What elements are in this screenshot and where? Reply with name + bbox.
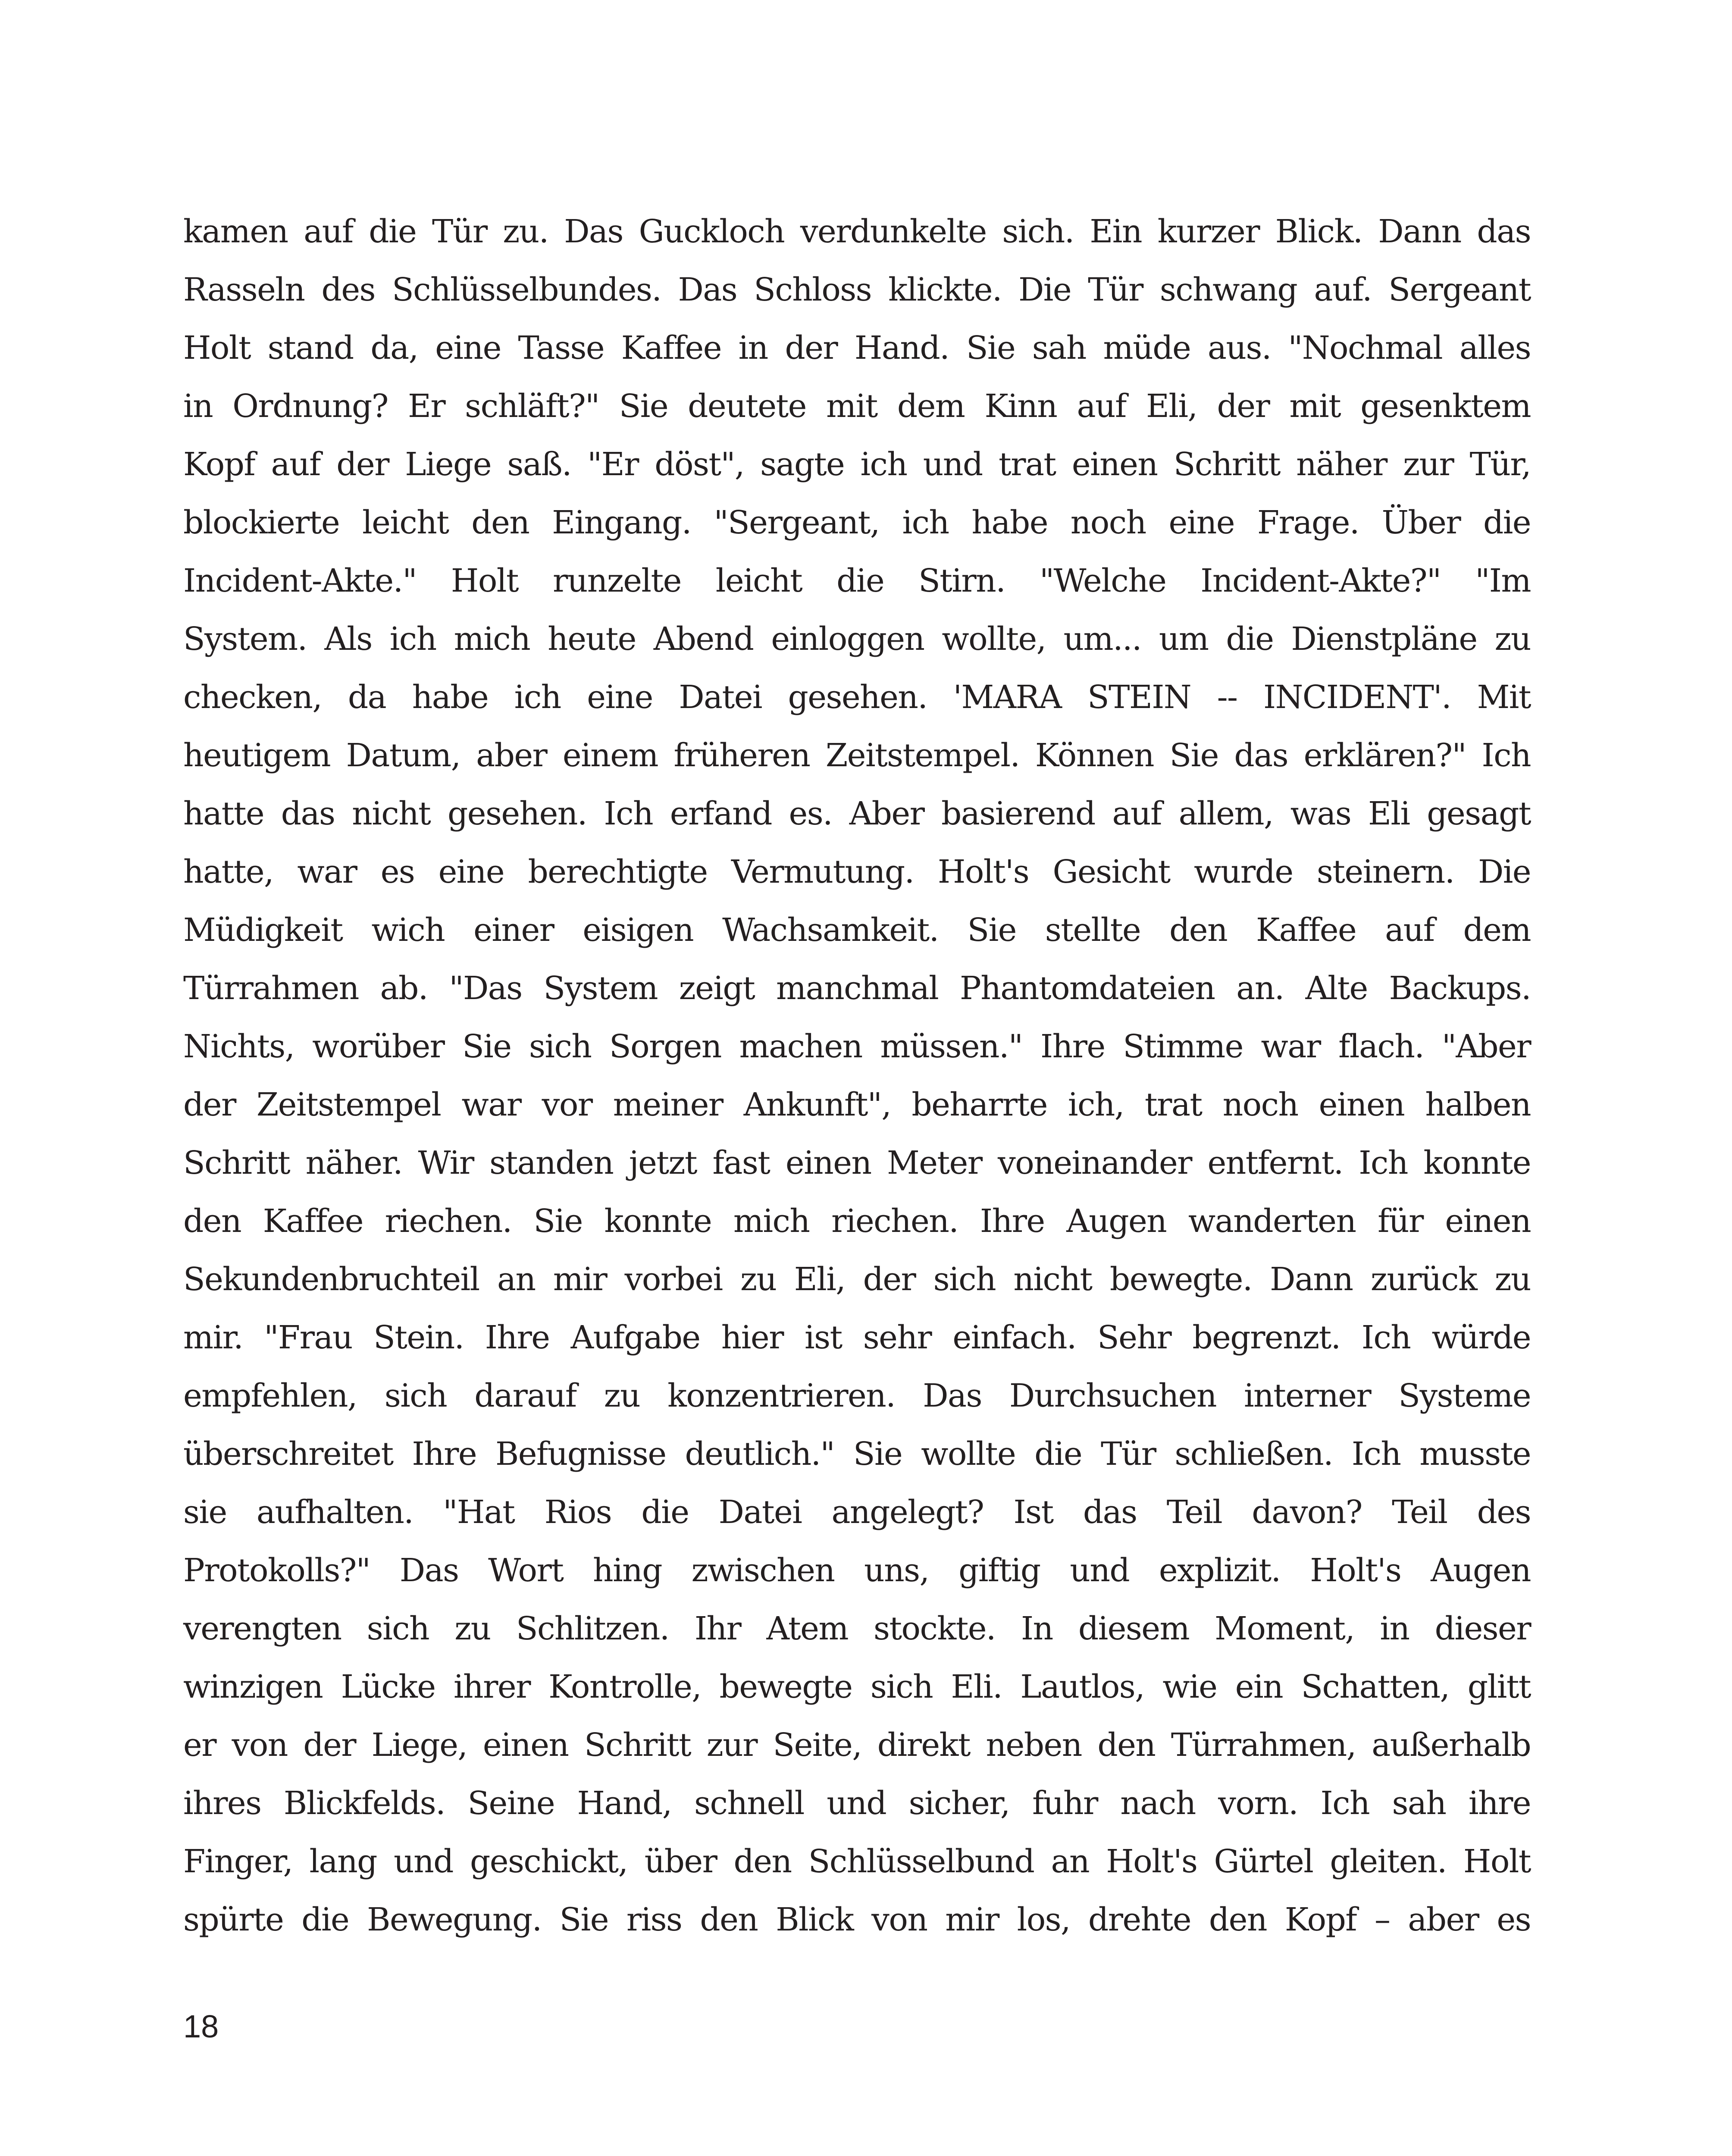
text-line: checken, da habe ich eine Datei gesehen. 'MARA STEIN -- INCIDENT'. Mit [183,679,1531,716]
text-line: Protokolls?" Das Wort hing zwischen uns, giftig und explizit. Holt's Augen [183,1552,1531,1589]
text-line: ihres Blickfelds. Seine Hand, schnell und sicher, fuhr nach vorn. Ich sah ihre [183,1785,1531,1822]
text-line: Sekundenbruchteil an mir vorbei zu Eli, der sich nicht bewegte. Dann zurück zu [183,1261,1531,1298]
text-line: hatte, war es eine berechtigte Vermutung. Holt's Gesicht wurde steinern. Die [183,853,1531,890]
text-line: hatte das nicht gesehen. Ich erfand es. Aber basierend auf allem, was Eli gesagt [183,795,1531,832]
text-line: Rasseln des Schlüsselbundes. Das Schloss klickte. Die Tür schwang auf. Sergeant [183,271,1531,308]
text-line: heutigem Datum, aber einem früheren Zeitstempel. Können Sie das erklären?" Ich [183,737,1531,774]
page-number: 18 [183,2009,219,2044]
text-line: überschreitet Ihre Befugnisse deutlich." Sie wollte die Tür schließen. Ich musste [183,1435,1531,1473]
text-line: der Zeitstempel war vor meiner Ankunft", beharrte ich, trat noch einen halben [183,1086,1531,1123]
text-line: Finger, lang und geschickt, über den Schlüsselbund an Holt's Gürtel gleiten. Holt [183,1843,1531,1880]
text-line: verengten sich zu Schlitzen. Ihr Atem stockte. In diesem Moment, in dieser [183,1610,1531,1647]
text-line: spürte die Bewegung. Sie riss den Blick von mir los, drehte den Kopf – aber es [183,1901,1531,1938]
text-line: mir. "Frau Stein. Ihre Aufgabe hier ist sehr einfach. Sehr begrenzt. Ich würde [183,1319,1531,1356]
text-line: winzigen Lücke ihrer Kontrolle, bewegte sich Eli. Lautlos, wie ein Schatten, glitt [183,1668,1531,1705]
text-line: sie aufhalten. "Hat Rios die Datei angelegt? Ist das Teil davon? Teil des [183,1494,1531,1531]
text-line: Incident-Akte." Holt runzelte leicht die Stirn. "Welche Incident-Akte?" "Im [183,562,1531,599]
text-line: empfehlen, sich darauf zu konzentrieren. Das Durchsuchen interner Systeme [183,1377,1531,1414]
text-line: Holt stand da, eine Tasse Kaffee in der Hand. Sie sah müde aus. "Nochmal alles [183,329,1531,367]
text-line: er von der Liege, einen Schritt zur Seite, direkt neben den Türrahmen, außerhalb [183,1727,1531,1764]
text-line: Türrahmen ab. "Das System zeigt manchmal Phantomdateien an. Alte Backups. [183,970,1531,1007]
text-line: Nichts, worüber Sie sich Sorgen machen müssen." Ihre Stimme war flach. "Aber [183,1028,1531,1065]
body-text [183,203,1531,1949]
text-line: Schritt näher. Wir standen jetzt fast einen Meter voneinander entfernt. Ich konnte [183,1144,1531,1181]
text-line: den Kaffee riechen. Sie konnte mich riechen. Ihre Augen wanderten für einen [183,1203,1531,1240]
text-line: in Ordnung? Er schläft?" Sie deutete mit dem Kinn auf Eli, der mit gesenktem [183,388,1531,425]
text-line: kamen auf die Tür zu. Das Guckloch verdunkelte sich. Ein kurzer Blick. Dann das [183,213,1531,250]
text-line: blockierte leicht den Eingang. "Sergeant, ich habe noch eine Frage. Über die [183,504,1531,541]
text-line: System. Als ich mich heute Abend einloggen wollte, um... um die Dienstpläne zu [183,620,1531,658]
text-line: Müdigkeit wich einer eisigen Wachsamkeit. Sie stellte den Kaffee auf dem [183,912,1531,949]
text-line: Kopf auf der Liege saß. "Er döst", sagte ich und trat einen Schritt näher zur Tür, [183,446,1531,483]
